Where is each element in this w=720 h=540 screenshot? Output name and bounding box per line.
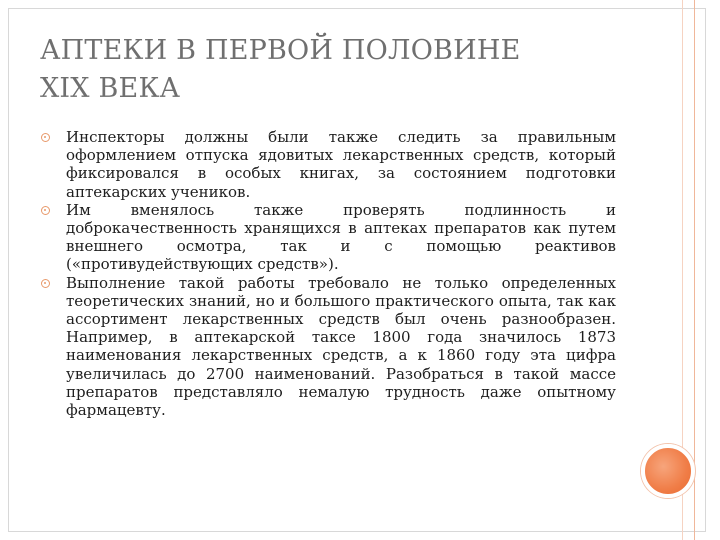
slide-title-line-1: АПТЕКИ В ПЕРВОЙ ПОЛОВИНЕ (40, 35, 521, 66)
side-decor-line (694, 0, 695, 540)
slide-title (40, 32, 640, 108)
circle-bullet-icon (41, 133, 50, 142)
bullet-list (40, 128, 616, 419)
list-item (40, 128, 616, 201)
circle-bullet-icon (41, 206, 50, 215)
list-item-text: Инспекторы должны были также следить за правильным оформлением отпуска ядовитых лекарственных средств, который фиксировался в особых книгах, за состоянием подготовки аптекарских учеников. (66, 128, 616, 201)
slide-title-line-2: XIX ВЕКА (40, 73, 181, 104)
circle-bullet-icon (41, 279, 50, 288)
list-item-text: Им вменялось также проверять подлинность и доброкачественность хранящихся в аптеках препаратов как путем внешнего осмотра, так и с помощью реактивов («противудействующих средств»). (66, 200, 616, 274)
list-item (40, 274, 616, 420)
list-item (40, 201, 616, 274)
list-item-text: Выполнение такой работы требовало не только определенных теоретических знаний, но и большого практического опыта, так как ассортимент лекарственных средств был очень разнообразен. Например, в аптекарской таксе 1800 года значилось 1873 наименования лекарственных средств, а к 1860 году эта цифра увеличилась до 2700 наименований. Разобраться в такой массе препаратов представляло немалую трудность даже опытному фармацевту. (66, 273, 616, 420)
decorative-orb-icon (641, 444, 695, 498)
